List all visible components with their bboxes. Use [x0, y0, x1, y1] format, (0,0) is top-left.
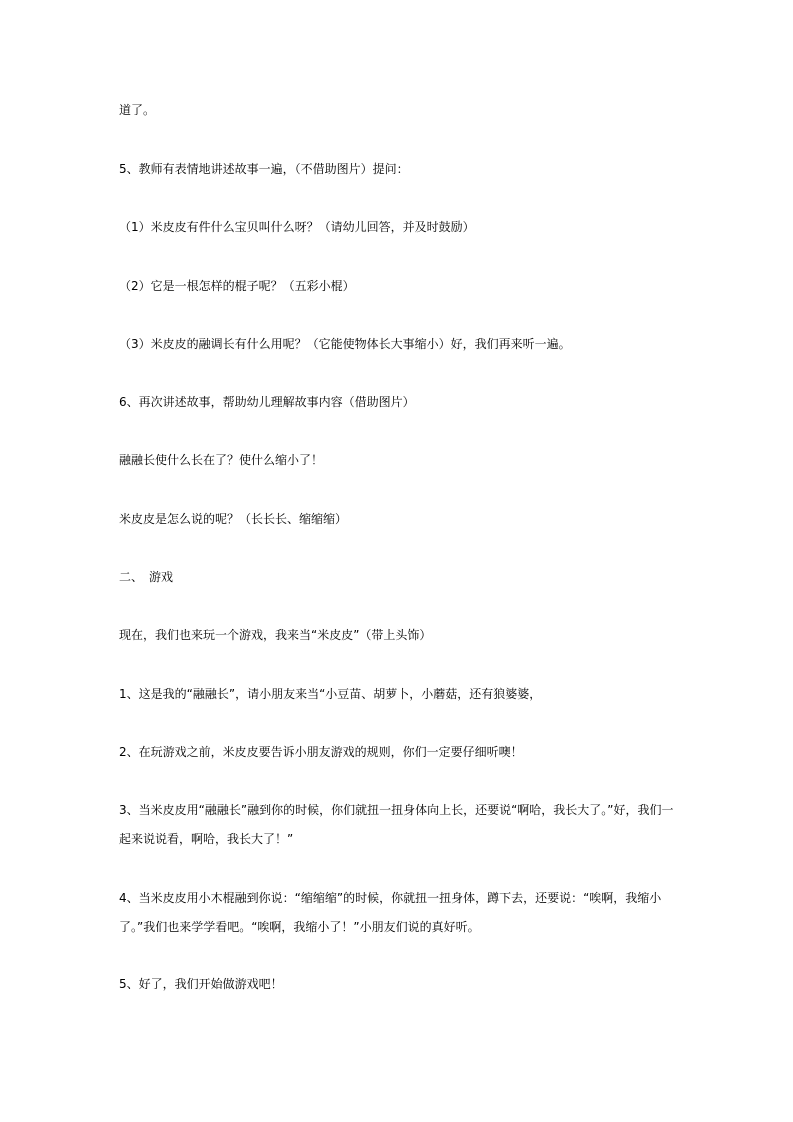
paragraph: （3）米皮皮的融调长有什么用呢？（它能使物体长大事缩小）好，我们再来听一遍。: [119, 337, 571, 351]
paragraph: 融融长使什么长在了？使什么缩小了！: [119, 453, 324, 467]
paragraph: 道了。: [119, 103, 156, 117]
section-heading: 二、 游戏: [119, 570, 174, 584]
paragraph: 5、教师有表情地讲述故事一遍，（不借助图片）提问：: [119, 162, 409, 176]
paragraph: 6、再次讲述故事，帮助幼儿理解故事内容（借助图片）: [119, 395, 415, 409]
paragraph: （1）米皮皮有件什么宝贝叫什么呀？（请幼儿回答，并及时鼓励）: [119, 220, 475, 234]
paragraph: 米皮皮是怎么说的呢？（长长长、缩缩缩）: [119, 512, 348, 526]
paragraph: 1、这是我的“融融长”，请小朋友来当“小豆苗、胡萝卜，小蘑菇，还有狼婆婆，: [119, 687, 542, 701]
paragraph: 3、当米皮皮用“融融长”融到你的时候，你们就扭一扭身体向上长，还要说“啊哈，我长大了。”好，我们一起来说说看，啊哈，我长大了！”: [119, 803, 674, 846]
paragraph: 4、当米皮皮用小木棍融到你说：“缩缩缩”的时候，你就扭一扭身体，蹲下去，还要说：“唉啊，我缩小了。”我们也来学学看吧。“唉啊，我缩小了！”小朋友们说的真好听。: [119, 891, 662, 934]
paragraph: （2）它是一根怎样的棍子呢？（五彩小棍）: [119, 279, 355, 293]
paragraph: 5、好了，我们开始做游戏吧！: [119, 977, 283, 991]
paragraph: 现在，我们也来玩一个游戏，我来当“米皮皮”（带上头饰）: [119, 628, 432, 642]
paragraph: 2、在玩游戏之前，米皮皮要告诉小朋友游戏的规则，你们一定要仔细听噢！: [119, 745, 523, 759]
